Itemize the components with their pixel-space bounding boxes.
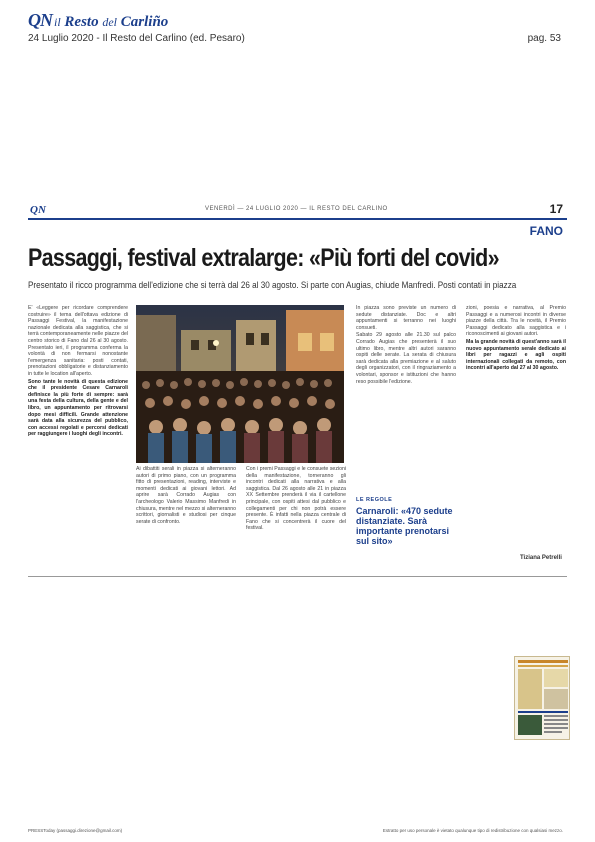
page-qn-logo: QN	[30, 204, 46, 216]
paragraph: zioni, poesia e narrativa, al Premio Passaggi e a numerosi incontri in diverse piazze della città. Tra le novità, il Premio Passaggi dedicato alla saggistica e i riconoscimenti ai giovani autori.	[466, 305, 566, 338]
paragraph: In piazza sono previste un numero di sedute distanziate. Doc e altri appuntamenti si terranno nei luoghi consueti.	[356, 305, 456, 331]
header-edition: 24 Luglio 2020 - Il Resto del Carlino (ed. Pesaro)	[28, 33, 245, 44]
paragraph: Ma la grande novità di quest'anno sarà il nuovo appuntamento serale dedicato ai libri per ragazzi e agli ospiti internazionali collegati da remoto, con incontri all'aperto dal 27 al 30 agosto.	[466, 338, 566, 372]
article-author: Tiziana Petrelli	[520, 555, 562, 561]
article-column-3	[246, 466, 346, 567]
article-bottom-rule	[28, 576, 567, 577]
header-page: pag. 53	[527, 33, 561, 44]
page-number: 17	[549, 202, 563, 216]
article-column-4	[356, 305, 456, 491]
article-title: Passaggi, festival extralarge: «Più forti del covid»	[28, 244, 499, 272]
masthead-logo	[28, 10, 168, 30]
footer-source: PRESSToday (passaggi.direzione@gmail.com)	[28, 828, 123, 833]
paragraph: E' «Leggere per ricordare comprendere costruire» il tema dell'ottava edizione di Passaggi Festival, la manifestazione nazionale dedicata alla saggistica, che si terrà contemporaneamente nelle piazze del centro storico di Fano dal 26 al 30 agosto. Presentato ieri, il programma conferma la volontà di non fermarsi nonostante l'emergenza sanitaria: posti contati, prenotazioni obbligatorie e distanziamento in tutte le location all'aperto.	[28, 305, 128, 377]
page-thumbnail	[514, 656, 570, 740]
page-thumbnail-image	[515, 657, 570, 740]
qn-logo: QN	[28, 10, 52, 30]
article-column-1	[28, 305, 128, 567]
paragraph: Con i premi Passaggi e le consuete sezioni della manifestazione, torneranno gli incontri dedicati alla narrativa e alla saggistica. Dal 26 agosto alle 21 in piazza XX Settembre prenderà il via il cartellone principale, con ospiti attesi dal pubblico e collegamenti per chi non potrà essere presente. È infatti nella piazza centrale di Fano che si concentrerà il cuore del festival.	[246, 466, 346, 532]
footer-disclaimer: Estratto per uso personale è vietato qualunque tipo di redistribuzione con qualsiasi mezzo.	[382, 828, 563, 833]
box-quote: Carnaroli: «470 sedute distanziate. Sarà importante prenotarsi sul sito»	[356, 506, 453, 546]
paragraph: Sabato 29 agosto alle 21.30 sul palco Corrado Augias che presenterà il suo ultimo libro, mentre altri autori saranno ospiti delle serate. La serata di chiusura sarà dedicata alla premiazione e al saluto degli organizzatori, con il ringraziamento a volontari, sponsor e istituzioni che hanno reso possibile l'edizione.	[356, 332, 456, 385]
article-column-2	[136, 466, 236, 567]
paragraph: Sono tante le novità di questa edizione che il presidente Cesare Carnaroli definisce la più forte di sempre: sarà una festa della cultura, della gente e del libro, un appuntamento per ritrovarsi dopo mesi difficili. Grande attenzione sarà data alla sicurezza del pubblico, con accessi regolati e percorsi dedicati per raggiungere i luoghi degli incontri.	[28, 378, 128, 438]
article-photo	[136, 305, 344, 463]
section-label: FANO	[529, 224, 563, 238]
page-dateline: VENERDÌ — 24 LUGLIO 2020 — IL RESTO DEL CARLINO	[205, 206, 388, 212]
top-rule	[28, 218, 567, 220]
article-column-5	[466, 305, 566, 551]
newspaper-name: il Resto del Carliño	[54, 14, 169, 30]
paragraph: Ai dibattiti serali in piazza si alterneranno autori di primo piano, con un programma fitto di presentazioni, reading, interviste e momenti dedicati ai giovani lettori. Ad aprire sarà Corrado Augias con l'archeologo Valerio Massimo Manfredi in chiusura, mentre nel mezzo si alterneranno scrittori, giornalisti e studiosi per cinque serate di confronto.	[136, 466, 236, 525]
article-subtitle: Presentato il ricco programma dell'edizione che si terrà dal 26 al 30 agosto. Si parte con Augias, chiude Manfredi. Posti contati in piazza	[28, 280, 517, 291]
crowd-photo-illustration	[136, 305, 344, 463]
box-label: LE REGOLE	[356, 497, 393, 503]
